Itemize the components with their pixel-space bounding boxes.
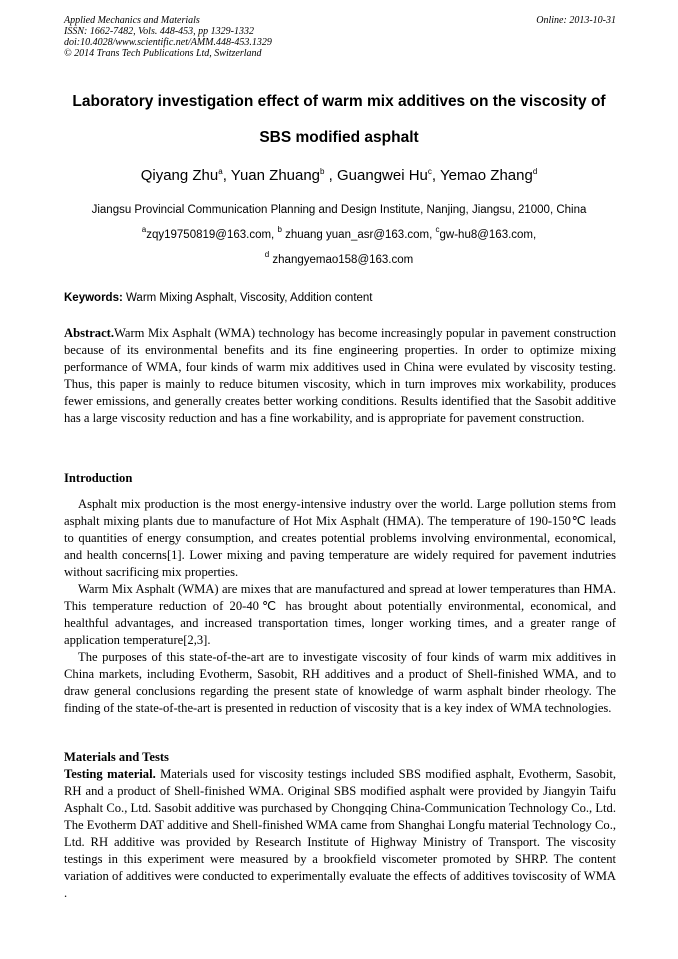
paragraph: Asphalt mix production is the most energy-intensive industry over the world. Large pollution stems from asphalt mixing plants due to manufacture of Hot Mix Asphalt (HMA). The temperature of 190-150℃ leads to quantities of energy consumption, and creates potential problems involving environmental, economical, and health concerns[1]. Lower mixing and paving temperature are widely required for pavement indutries without sacrificing mix properties. — [64, 497, 616, 579]
section-heading-introduction: Introduction — [64, 471, 133, 485]
affiliation: Jiangsu Provincial Communication Planning and Design Institute, Nanjing, Jiangsu, 21000, China — [91, 204, 587, 216]
keywords-label: Keywords: — [64, 292, 123, 304]
keywords-text: Warm Mixing Asphalt, Viscosity, Addition content — [122, 292, 373, 304]
journal-issn: ISSN: 1662-7482, Vols. 448-453, pp 1329-1332 — [64, 26, 254, 37]
author-separator: , — [222, 167, 231, 184]
title-line-2: SBS modified asphalt — [259, 129, 419, 146]
abstract-label: Abstract. — [64, 326, 115, 340]
introduction-body — [64, 496, 616, 717]
author-name: Guangwei Hu — [337, 167, 428, 184]
abstract — [64, 325, 616, 427]
paper-title — [40, 84, 638, 156]
email-address: zqy19750819@163.com, — [146, 229, 278, 241]
email-mark: b — [277, 225, 282, 234]
email-address: zhangyemao158@163.com — [269, 254, 414, 266]
author-mark: b — [320, 167, 325, 176]
author-mark: d — [532, 167, 538, 176]
author-name: Yuan Zhuang — [230, 167, 321, 184]
section-heading-materials: Materials and Tests — [64, 750, 169, 764]
journal-copyright: © 2014 Trans Tech Publications Ltd, Switzerland — [64, 48, 262, 59]
paragraph: Warm Mix Asphalt (WMA) are mixes that are manufactured and spread at lower temperatures than HMA. This temperature reduction of 20-40℃ has brought about potentially environmental, economical, and healthful advantages, and increased transportation times, longer working times, and a greater range of application temperature[2,3]. — [64, 582, 616, 647]
author-separator: , — [324, 167, 337, 184]
email-address: zhuang yuan_asr@163.com, — [281, 229, 436, 241]
journal-name: Applied Mechanics and Materials — [64, 15, 200, 26]
title-line-1: Laboratory investigation effect of warm mix additives on the viscosity of — [72, 93, 606, 110]
journal-header — [64, 15, 616, 59]
email-mark: d — [264, 250, 270, 259]
author-list — [40, 166, 638, 186]
abstract-text: Warm Mix Asphalt (WMA) technology has become increasingly popular in pavement construction because of its environmental benefits and its fine engineering properties. In order to optimize mixing performance of WMA, four kinds of warm mix additives used in China were evulated by viscosity testing. Thus, this paper is mainly to reduce bitumen viscosity, which in turn improves mix workability, produces fewer emissions, and generally creates better working conditions. Results identified that the Sasobit additive has a large viscosity reduction and has a fine workability, and is appropriate for pavement construction. — [64, 326, 616, 425]
author-mark: a — [218, 167, 223, 176]
keywords — [64, 290, 616, 306]
author-name: Qiyang Zhu — [140, 167, 219, 184]
online-date: Online: 2013-10-31 — [536, 15, 616, 26]
author-separator: , — [431, 167, 440, 184]
author-mark: c — [427, 167, 432, 176]
materials-paragraph — [64, 766, 616, 902]
email-line-1 — [40, 227, 638, 243]
email-line-2 — [40, 252, 638, 268]
journal-doi: doi:10.4028/www.scientific.net/AMM.448-453.1329 — [64, 37, 272, 48]
author-name: Yemao Zhang — [439, 167, 533, 184]
subsection-label: Testing material. — [64, 767, 156, 781]
paragraph: The purposes of this state-of-the-art are to investigate viscosity of four kinds of warm mix additives in China markets, including Evotherm, Sasobit, RH additives and a product of Shell-finished WMA, and to draw general conclusions regarding the present state of knowledge of warm asphalt binder rheology. The finding of the state-of-the-art is presented in reduction of viscosity that is a key index of WMA technologies. — [64, 650, 616, 715]
materials-text: Materials used for viscosity testings included SBS modified asphalt, Evotherm, Sasobit, RH and a product of Shell-finished WMA. Original SBS modified asphalt were provided by Jiangyin Taifu Asphalt Co., Ltd. Sasobit additive was purchased by Chongqing China-Communication Technology Co., Ltd. The Evotherm DAT additive and Shell-finished WMA came from Shanghai Longfu material Technology Co., Ltd. RH additive was provided by Research Institute of Highway Ministry of Transport. The viscosity testings in this experiment were measured by a brookfield viscometer promoted by SHRP. The content variation of additives were conducted to experimentally evaluate the effects of additives toviscosity of WMA . — [64, 767, 616, 900]
email-address: gw-hu8@163.com, — [439, 229, 537, 241]
email-mark: c — [435, 225, 440, 234]
email-mark: a — [141, 225, 147, 234]
